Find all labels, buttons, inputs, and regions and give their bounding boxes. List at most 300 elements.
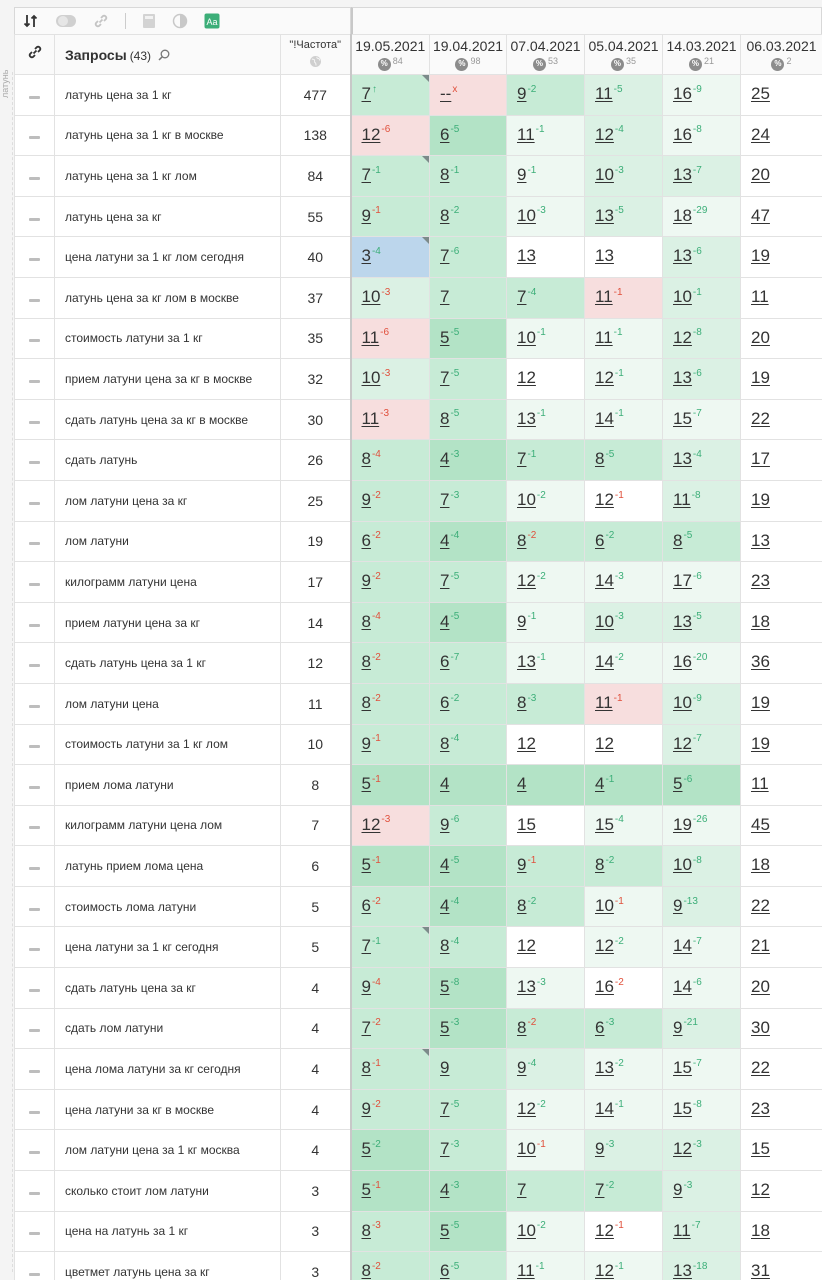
position-value[interactable]: 13	[517, 652, 536, 672]
position-value[interactable]: 7	[361, 936, 371, 956]
position-value[interactable]: 9	[673, 895, 683, 915]
position-value[interactable]: 9	[361, 571, 371, 591]
date-column-header[interactable]	[351, 35, 430, 75]
minus-icon[interactable]	[29, 136, 40, 139]
position-value[interactable]: 10	[595, 895, 614, 915]
position-value[interactable]: 6	[440, 692, 450, 712]
position-value[interactable]: 23	[751, 571, 770, 591]
position-value[interactable]: 7	[595, 1180, 605, 1200]
position-value[interactable]: 19	[751, 246, 770, 266]
position-cell	[663, 886, 741, 927]
frequency-value: 7	[281, 805, 351, 846]
position-value[interactable]: 8	[595, 449, 605, 469]
position-value[interactable]: 5	[440, 1220, 450, 1240]
position-value[interactable]: 8	[440, 936, 450, 956]
position-value[interactable]: 5	[673, 774, 683, 794]
table-row	[15, 1171, 822, 1212]
date-column-header[interactable]	[741, 35, 822, 75]
row-toggle-cell	[15, 683, 55, 724]
position-change: -1	[613, 327, 623, 339]
position-value[interactable]: 11	[751, 774, 769, 794]
position-value[interactable]: 18	[751, 1220, 770, 1240]
position-value[interactable]: 9	[673, 1017, 683, 1037]
position-value[interactable]: 4	[440, 774, 450, 794]
position-change: -2	[371, 489, 381, 501]
minus-icon[interactable]	[29, 786, 40, 789]
position-value[interactable]: 7	[440, 571, 450, 591]
minus-icon[interactable]	[29, 1273, 40, 1276]
minus-icon[interactable]	[29, 1151, 40, 1154]
table-row	[15, 1130, 822, 1171]
position-value[interactable]: 13	[517, 246, 536, 266]
search-icon[interactable]	[158, 49, 170, 61]
position-change: -3	[527, 692, 537, 704]
position-cell	[663, 1171, 741, 1212]
position-value[interactable]: 10	[517, 1220, 536, 1240]
position-cell	[585, 1211, 663, 1252]
position-value[interactable]: 13	[673, 1261, 692, 1280]
percent-badge-icon[interactable]: %	[455, 58, 468, 71]
position-value[interactable]: 6	[361, 895, 371, 915]
position-cell	[741, 1008, 822, 1049]
position-value[interactable]: 9	[361, 1098, 371, 1118]
position-value[interactable]: 7	[361, 165, 371, 185]
frequency-value: 3	[281, 1211, 351, 1252]
minus-icon[interactable]	[29, 705, 40, 708]
position-value[interactable]: 4	[440, 611, 450, 631]
minus-icon[interactable]	[29, 299, 40, 302]
queries-column-header[interactable]	[55, 35, 281, 75]
position-cell	[585, 480, 663, 521]
position-cell	[351, 480, 430, 521]
row-toggle-cell	[15, 886, 55, 927]
position-value[interactable]: 13	[595, 1058, 614, 1078]
position-value[interactable]: 9	[595, 1139, 605, 1159]
position-change: -1	[535, 124, 545, 136]
position-change: -1	[450, 164, 460, 176]
minus-icon[interactable]	[29, 502, 40, 505]
position-value[interactable]: 8	[517, 530, 527, 550]
position-cell	[507, 927, 585, 968]
position-value[interactable]: 30	[751, 1017, 770, 1037]
position-value[interactable]: 20	[751, 165, 770, 185]
position-value[interactable]: 8	[440, 733, 450, 753]
links-column-header[interactable]	[15, 35, 55, 75]
minus-icon[interactable]	[29, 1070, 40, 1073]
position-value[interactable]: 11	[517, 124, 535, 144]
position-value[interactable]: 16	[595, 977, 614, 997]
position-value[interactable]: 13	[517, 408, 536, 428]
position-value[interactable]: 17	[673, 571, 692, 591]
position-value[interactable]: 11	[751, 286, 769, 306]
position-value[interactable]: 8	[361, 652, 371, 672]
position-change: -7	[450, 651, 460, 663]
position-value[interactable]: 6	[440, 1261, 450, 1280]
position-value[interactable]: 10	[595, 611, 614, 631]
minus-icon[interactable]	[29, 1029, 40, 1032]
query-text: лом латуни цена	[55, 683, 281, 724]
toggle-icon[interactable]	[55, 12, 77, 30]
position-cell	[741, 683, 822, 724]
position-value[interactable]: 15	[517, 814, 536, 834]
position-value[interactable]: 8	[361, 1058, 371, 1078]
link-icon[interactable]	[93, 12, 109, 30]
position-value[interactable]: 18	[751, 611, 770, 631]
minus-icon[interactable]	[29, 745, 40, 748]
row-toggle-cell	[15, 643, 55, 684]
position-value[interactable]: 5	[361, 1180, 371, 1200]
position-value[interactable]: 8	[361, 1261, 371, 1280]
position-value[interactable]: 7	[361, 1017, 371, 1037]
position-value[interactable]: 10	[517, 1139, 536, 1159]
position-value[interactable]: 10	[673, 692, 692, 712]
position-change: -1	[371, 936, 381, 948]
position-value[interactable]: 6	[361, 530, 371, 550]
position-change: -4	[614, 124, 624, 136]
row-toggle-cell	[15, 318, 55, 359]
position-cell	[741, 1252, 822, 1280]
position-value[interactable]: 16	[673, 652, 692, 672]
position-cell	[351, 521, 430, 562]
minus-icon[interactable]	[29, 218, 40, 221]
position-value[interactable]: 5	[361, 855, 371, 875]
position-value[interactable]: 15	[673, 1098, 692, 1118]
position-value[interactable]: 13	[517, 977, 536, 997]
position-value[interactable]: 5	[440, 977, 450, 997]
position-value[interactable]: 9	[517, 165, 527, 185]
minus-icon[interactable]	[29, 96, 40, 99]
position-value[interactable]: 6	[440, 124, 450, 144]
date-column-header[interactable]	[585, 35, 663, 75]
position-value[interactable]: 7	[440, 1098, 450, 1118]
position-cell	[585, 318, 663, 359]
minus-icon[interactable]	[29, 258, 40, 261]
position-value[interactable]: 7	[440, 246, 450, 266]
position-value[interactable]: 10	[517, 489, 536, 509]
position-value[interactable]: 13	[673, 246, 692, 266]
position-value[interactable]: 31	[751, 1261, 770, 1280]
relevant-page-marker-icon	[422, 237, 429, 244]
minus-icon[interactable]	[29, 908, 40, 911]
position-value[interactable]: 7	[517, 449, 527, 469]
table-row	[15, 318, 822, 359]
position-cell	[741, 1049, 822, 1090]
position-value[interactable]: 7	[517, 286, 527, 306]
percent-badge-icon[interactable]: %	[689, 58, 702, 71]
position-value[interactable]: 19	[751, 692, 770, 712]
position-value[interactable]: 15	[673, 408, 692, 428]
position-value[interactable]: 12	[673, 327, 692, 347]
minus-icon[interactable]	[29, 542, 40, 545]
position-cell	[507, 480, 585, 521]
position-cell	[663, 1008, 741, 1049]
position-cell	[585, 602, 663, 643]
date-column-header[interactable]	[507, 35, 585, 75]
position-value[interactable]: 18	[673, 205, 692, 225]
position-value[interactable]: 7	[440, 1139, 450, 1159]
position-value[interactable]: 12	[595, 489, 614, 509]
query-text: цветмет латунь цена за кг	[55, 1252, 281, 1280]
position-cell	[663, 1252, 741, 1280]
position-value[interactable]: 16	[673, 124, 692, 144]
minus-icon[interactable]	[29, 380, 40, 383]
row-toggle-cell	[15, 1049, 55, 1090]
position-value[interactable]: 8	[517, 1017, 527, 1037]
position-change: -1	[692, 286, 702, 298]
position-value[interactable]: 7	[440, 368, 450, 388]
minus-icon[interactable]	[29, 948, 40, 951]
query-text: латунь цена за кг лом в москве	[55, 277, 281, 318]
query-text: сколько стоит лом латуни	[55, 1171, 281, 1212]
table-body	[15, 75, 822, 1280]
table-row	[15, 237, 822, 278]
position-value[interactable]: 9	[517, 84, 527, 103]
position-value[interactable]: 5	[440, 327, 450, 347]
frequency-value: 55	[281, 196, 351, 237]
position-value[interactable]: 9	[517, 611, 527, 631]
minus-icon[interactable]	[29, 664, 40, 667]
position-value[interactable]: 13	[673, 449, 692, 469]
position-value[interactable]: 14	[595, 652, 614, 672]
position-value[interactable]: 12	[595, 733, 614, 753]
position-value[interactable]: 19	[751, 733, 770, 753]
position-value[interactable]: 7	[440, 286, 450, 306]
position-value[interactable]: 4	[440, 530, 450, 550]
position-value[interactable]: 12	[517, 368, 536, 388]
position-value[interactable]: 12	[595, 124, 614, 144]
position-value[interactable]: 9	[440, 1058, 450, 1078]
position-value[interactable]: 4	[440, 895, 450, 915]
position-value[interactable]: 12	[673, 733, 692, 753]
position-value[interactable]: 12	[673, 1139, 692, 1159]
position-value[interactable]: 17	[751, 449, 770, 469]
position-cell	[663, 846, 741, 887]
minus-icon[interactable]	[29, 624, 40, 627]
position-value[interactable]: 11	[361, 327, 380, 347]
position-value[interactable]: 12	[361, 814, 381, 834]
position-value[interactable]: 14	[673, 977, 692, 997]
position-value[interactable]: 8	[361, 1220, 371, 1240]
calculator-icon[interactable]	[142, 12, 156, 30]
percent-badge-icon[interactable]: %	[771, 58, 784, 71]
position-value[interactable]: 18	[751, 855, 770, 875]
position-value[interactable]: 8	[595, 855, 605, 875]
minus-icon[interactable]	[29, 177, 40, 180]
position-value[interactable]: 9	[673, 1180, 683, 1200]
position-value[interactable]: 10	[361, 286, 381, 306]
minus-icon[interactable]	[29, 826, 40, 829]
position-value[interactable]: 11	[517, 1261, 535, 1280]
position-value[interactable]: 13	[751, 530, 770, 550]
minus-icon[interactable]	[29, 989, 40, 992]
position-value[interactable]: 14	[595, 408, 614, 428]
position-value[interactable]: 14	[595, 571, 614, 591]
row-toggle-cell	[15, 724, 55, 765]
position-value[interactable]: 19	[673, 814, 692, 834]
position-value[interactable]: 11	[595, 84, 613, 103]
position-value[interactable]: 9	[440, 814, 450, 834]
position-change: -26	[692, 814, 708, 826]
position-cell	[507, 724, 585, 765]
position-value[interactable]: 15	[673, 1058, 692, 1078]
contrast-icon[interactable]	[172, 12, 188, 30]
position-cell	[741, 1089, 822, 1130]
position-value[interactable]: 12	[595, 936, 614, 956]
toolbar	[14, 7, 351, 35]
position-value[interactable]: 13	[673, 611, 692, 631]
frequency-column-header[interactable]	[281, 35, 351, 75]
position-value[interactable]: 13	[673, 165, 692, 185]
position-value[interactable]: 12	[751, 1180, 770, 1200]
minus-icon[interactable]	[29, 1111, 40, 1114]
position-cell	[351, 318, 430, 359]
position-value[interactable]: 10	[673, 286, 692, 306]
minus-icon[interactable]	[29, 421, 40, 424]
position-value[interactable]: 11	[673, 1220, 691, 1240]
position-value[interactable]: 22	[751, 1058, 770, 1078]
position-value[interactable]: 12	[595, 1220, 614, 1240]
position-value[interactable]: 14	[673, 936, 692, 956]
position-value[interactable]: 10	[673, 855, 692, 875]
position-value[interactable]: 14	[595, 1098, 614, 1118]
position-value[interactable]: 8	[517, 692, 527, 712]
position-value[interactable]: 8	[673, 530, 683, 550]
position-value[interactable]: 19	[751, 368, 770, 388]
position-value[interactable]: 19	[751, 489, 770, 509]
position-cell	[430, 1211, 507, 1252]
position-value[interactable]: 12	[361, 124, 381, 144]
position-value[interactable]: 20	[751, 327, 770, 347]
minus-icon[interactable]	[29, 1232, 40, 1235]
position-value[interactable]: 12	[595, 1261, 614, 1280]
position-value[interactable]: 22	[751, 408, 770, 428]
position-value[interactable]: 12	[517, 1098, 536, 1118]
position-cell	[507, 683, 585, 724]
position-value[interactable]: 8	[361, 611, 371, 631]
position-cell	[585, 237, 663, 278]
position-value[interactable]: 5	[361, 774, 371, 794]
sort-icon[interactable]	[23, 12, 39, 30]
position-change: -9	[692, 83, 702, 95]
position-value[interactable]: 12	[595, 368, 614, 388]
minus-icon[interactable]	[29, 1192, 40, 1195]
position-value[interactable]: 10	[517, 205, 536, 225]
position-value[interactable]: 15	[595, 814, 614, 834]
position-value[interactable]: 10	[361, 368, 381, 388]
minus-icon[interactable]	[29, 867, 40, 870]
position-value[interactable]: 21	[751, 936, 770, 956]
percent-badge-icon[interactable]: %	[611, 58, 624, 71]
position-change: -2	[536, 1098, 546, 1110]
position-value[interactable]: 4	[440, 855, 450, 875]
position-value[interactable]: 9	[361, 205, 371, 225]
position-value[interactable]: 9	[517, 855, 527, 875]
position-value[interactable]: 11	[595, 692, 613, 712]
position-value[interactable]: 47	[751, 205, 770, 225]
position-value[interactable]: 16	[673, 84, 692, 103]
position-value[interactable]: 8	[361, 449, 371, 469]
position-value[interactable]: 11	[595, 286, 613, 306]
position-value[interactable]: 12	[517, 733, 536, 753]
minus-icon[interactable]	[29, 461, 40, 464]
position-value[interactable]: 7	[517, 1180, 527, 1200]
position-value[interactable]: 13	[595, 246, 614, 266]
position-value[interactable]: 9	[361, 977, 371, 997]
position-cell	[430, 399, 507, 440]
position-value[interactable]: 4	[440, 1180, 450, 1200]
frequency-value: 4	[281, 1049, 351, 1090]
position-value[interactable]: 11	[673, 489, 691, 509]
position-value[interactable]: 15	[751, 1139, 770, 1159]
position-value[interactable]: 4	[517, 774, 527, 794]
position-value[interactable]: 9	[361, 733, 371, 753]
position-value[interactable]: --	[440, 84, 452, 103]
position-value[interactable]: 45	[751, 814, 770, 834]
position-change: -3	[536, 976, 546, 988]
position-value[interactable]: 4	[440, 449, 450, 469]
position-value[interactable]: 6	[440, 652, 450, 672]
position-value[interactable]: 9	[361, 489, 371, 509]
frequency-value: 12	[281, 643, 351, 684]
position-cell	[741, 277, 822, 318]
position-value[interactable]: 13	[673, 368, 692, 388]
position-change: -4	[692, 449, 702, 461]
position-value[interactable]: 10	[517, 327, 536, 347]
minus-icon[interactable]	[29, 583, 40, 586]
position-value[interactable]: 7	[440, 489, 450, 509]
minus-icon[interactable]	[29, 339, 40, 342]
position-value[interactable]: 3	[361, 246, 371, 266]
position-value[interactable]: 25	[751, 84, 770, 103]
position-value[interactable]: 24	[751, 124, 770, 144]
percent-badge-icon[interactable]: %	[378, 58, 391, 71]
position-change: -2	[371, 1139, 381, 1151]
position-value[interactable]: 5	[440, 1017, 450, 1037]
font-size-icon[interactable]	[204, 12, 220, 30]
position-value[interactable]: 20	[751, 977, 770, 997]
position-value[interactable]: 4	[595, 774, 605, 794]
position-value[interactable]: 22	[751, 895, 770, 915]
position-value[interactable]: 36	[751, 652, 770, 672]
position-value[interactable]: 13	[595, 205, 614, 225]
position-cell	[585, 562, 663, 603]
position-value[interactable]: 7	[361, 84, 371, 103]
date-column-header[interactable]	[663, 35, 741, 75]
position-cell	[430, 968, 507, 1009]
position-value[interactable]: 8	[517, 895, 527, 915]
position-value[interactable]: 11	[595, 327, 613, 347]
position-value[interactable]: 5	[361, 1139, 371, 1159]
position-value[interactable]: 23	[751, 1098, 770, 1118]
date-column-header[interactable]	[430, 35, 507, 75]
percent-badge-icon[interactable]: %	[533, 58, 546, 71]
position-value[interactable]: 8	[440, 408, 450, 428]
position-value[interactable]: 10	[595, 165, 614, 185]
position-value[interactable]: 6	[595, 1017, 605, 1037]
position-value[interactable]: 12	[517, 571, 536, 591]
position-value[interactable]: 11	[361, 408, 380, 428]
row-toggle-cell	[15, 1089, 55, 1130]
position-value[interactable]: 8	[361, 692, 371, 712]
position-change: x	[452, 83, 458, 95]
position-value[interactable]: 8	[440, 165, 450, 185]
position-change: -1	[614, 1098, 624, 1110]
position-value[interactable]: 12	[517, 936, 536, 956]
position-change: -2	[371, 570, 381, 582]
position-value[interactable]: 6	[595, 530, 605, 550]
position-value[interactable]: 9	[517, 1058, 527, 1078]
position-value[interactable]: 8	[440, 205, 450, 225]
